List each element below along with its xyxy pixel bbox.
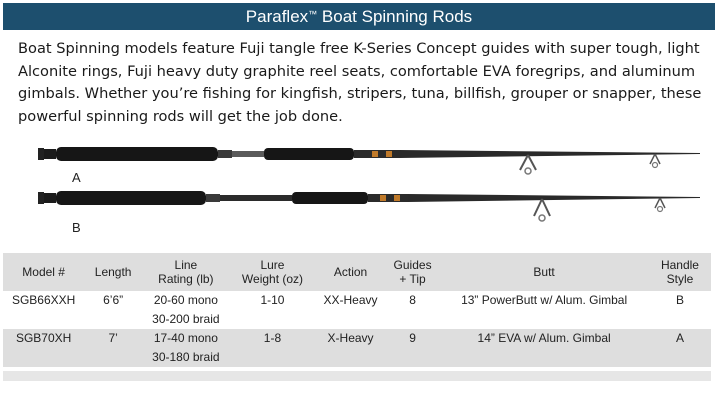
cell-line-braid: 30-180 braid — [142, 348, 230, 367]
product-description: Boat Spinning models feature Fuji tangle free K-Series Concept guides with super tough, light Alconite rings, Fuji heavy duty graphite reel seats, comfortable EVA foregrips, and aluminum gimbals. Whether you’re fishing for kingfish, stripers, tuna, billfish, grouper or snapper, these powerful spinning rods will get the job done. — [18, 40, 702, 125]
rod-a-image — [38, 147, 700, 174]
cell-handle: A — [649, 329, 711, 348]
cell-length: 7’ — [84, 329, 142, 348]
col-header-handle: Handle Style — [649, 253, 711, 291]
cell-line-mono: 17-40 mono — [142, 329, 230, 348]
table-row-sub — [3, 310, 711, 329]
table-footer-band — [3, 371, 711, 381]
table-row-sub — [3, 348, 711, 367]
rod-b-image — [38, 191, 700, 221]
col-header-model: Model # — [3, 253, 84, 291]
col-header-line-rating: Line Rating (lb) — [142, 253, 230, 291]
rod-label-b: B — [72, 220, 81, 235]
cell-butt: 13” PowerButt w/ Alum. Gimbal — [461, 293, 628, 307]
col-header-guides: Guides + Tip — [386, 253, 439, 291]
rod-images — [0, 138, 719, 248]
cell-length: 6’6” — [103, 293, 124, 307]
cell-action: X-Heavy — [315, 329, 386, 348]
cell-model: SGB70XH — [3, 329, 84, 348]
trademark-symbol: ™ — [308, 9, 318, 19]
cell-model: SGB66XXH — [11, 293, 76, 307]
table-header-row — [3, 253, 711, 291]
rod-label-a: A — [72, 170, 81, 185]
cell-lure: 1-8 — [230, 329, 316, 348]
col-header-length: Length — [84, 253, 142, 291]
cell-action: XX-Heavy — [323, 293, 378, 307]
table-row — [3, 329, 711, 348]
page-title-bar — [3, 3, 715, 30]
specs-table — [3, 253, 711, 367]
table-row — [3, 291, 711, 310]
cell-guides: 8 — [409, 293, 416, 307]
col-header-butt: Butt — [439, 253, 649, 291]
rod-illustration — [0, 138, 719, 248]
cell-guides: 9 — [386, 329, 439, 348]
cell-lure: 1-10 — [260, 293, 285, 307]
cell-handle: B — [675, 293, 684, 307]
col-header-lure-weight: Lure Weight (oz) — [230, 253, 316, 291]
title-rest: Boat Spinning Rods — [321, 7, 473, 26]
cell-butt: 14” EVA w/ Alum. Gimbal — [439, 329, 649, 348]
cell-line-braid: 30-200 braid — [152, 312, 220, 326]
cell-line-mono: 20-60 mono — [153, 293, 218, 307]
col-header-action: Action — [315, 253, 386, 291]
title-brand: Paraflex — [245, 7, 309, 26]
